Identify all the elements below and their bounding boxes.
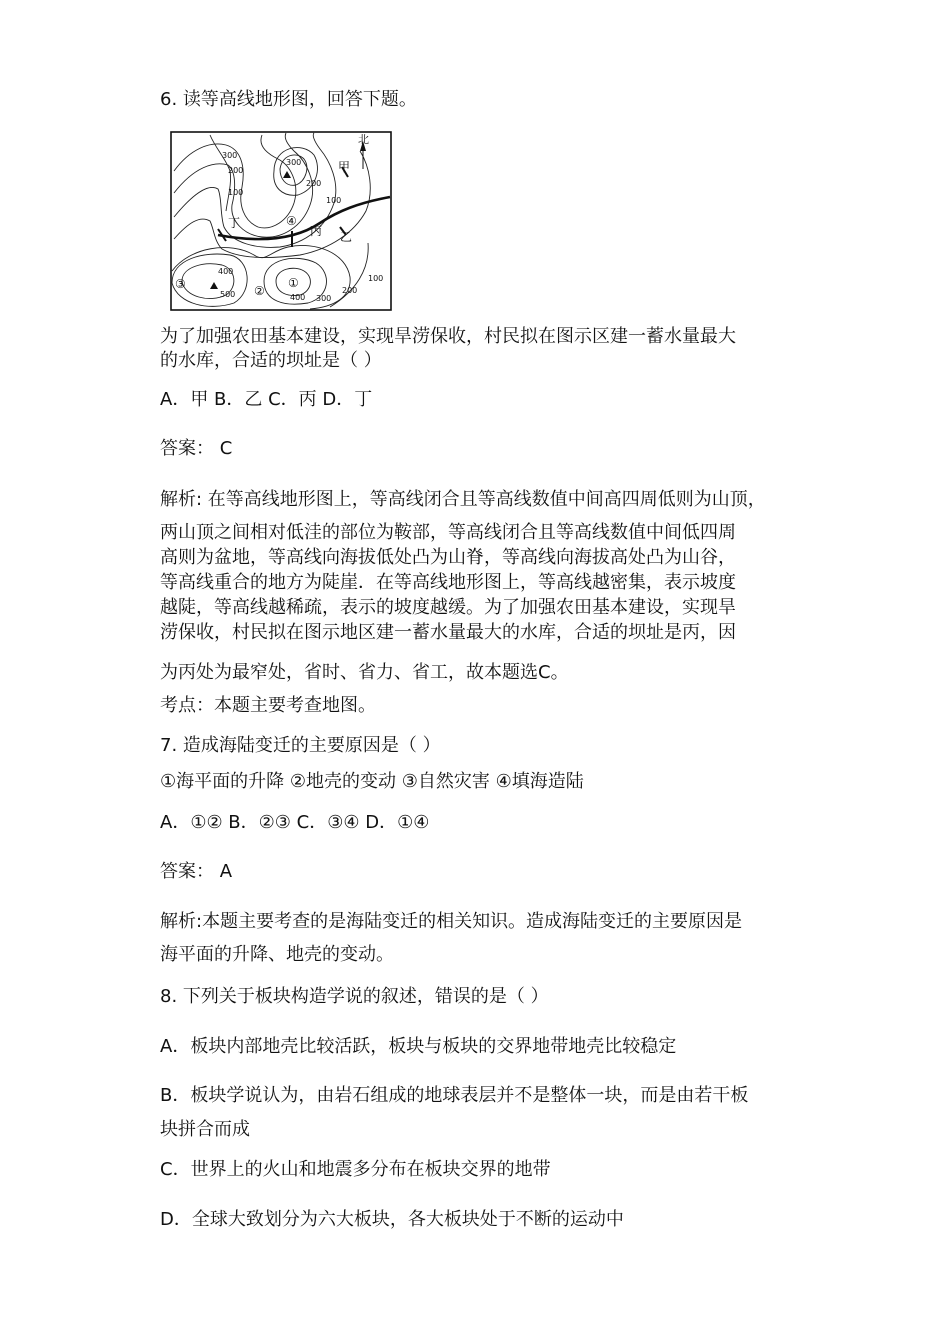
point-label-1: ① xyxy=(288,276,299,290)
point-label-4: ④ xyxy=(286,214,297,228)
q8-option-a: A．板块内部地壳比较活跃，板块与板块的交界地带地壳比较稳定 xyxy=(160,1036,677,1057)
elev-label: 200 xyxy=(228,166,244,175)
elev-label: 500 xyxy=(220,290,236,299)
elev-label: 300 xyxy=(222,151,238,160)
elev-label: 200 xyxy=(342,286,358,295)
q7-options: A．①② B．②③ C．③④ D．①④ xyxy=(160,812,430,833)
q6-kaodian: 考点：本题主要考查地图。 xyxy=(160,695,376,716)
q8-option-d: D．全球大致划分为六大板块，各大板块处于不断的运动中 xyxy=(160,1209,624,1230)
site-label-yi: 乙 xyxy=(340,230,353,244)
q6-analysis-line: 两山顶之间相对低洼的部位为鞍部，等高线闭合且等高线数值中间低四周 xyxy=(160,522,736,543)
q6-stem: 6. 读等高线地形图，回答下题。 xyxy=(160,89,417,110)
site-label-bing: 丙 xyxy=(310,224,323,238)
q6-analysis-line: 等高线重合的地方为陡崖．在等高线地形图上，等高线越密集，表示坡度 xyxy=(160,572,736,593)
q8-stem: 8. 下列关于板块构造学说的叙述，错误的是（ ） xyxy=(160,986,549,1007)
q6-analysis-line: 越陡，等高线越稀疏，表示的坡度越缓。为了加强农田基本建设，实现旱 xyxy=(160,597,736,618)
q7-items: ①海平面的升降 ②地壳的变动 ③自然灾害 ④填海造陆 xyxy=(160,771,584,792)
elev-label: 100 xyxy=(228,188,244,197)
q8-option-b-line2: 块拼合而成 xyxy=(160,1119,250,1140)
map-frame xyxy=(171,132,391,310)
point-label-2: ② xyxy=(254,284,265,298)
q8-option-b-line1: B．板块学说认为，由岩石组成的地球表层并不是整体一块，而是由若干板 xyxy=(160,1085,749,1106)
q7-analysis-line: 解析:本题主要考查的是海陆变迁的相关知识。造成海陆变迁的主要原因是 xyxy=(160,911,743,932)
q6-question-line1: 为了加强农田基本建设，实现旱涝保收，村民拟在图示区建一蓄水量最大 xyxy=(160,326,736,347)
elev-label: 300 xyxy=(316,294,332,303)
q6-analysis-line: 为丙处为最窄处，省时、省力、省工，故本题选C。 xyxy=(160,662,569,683)
q6-options: A．甲 B．乙 C．丙 D．丁 xyxy=(160,389,373,410)
q6-analysis-line: 高则为盆地，等高线向海拔低处凸为山脊，等高线向海拔高处凸为山谷， xyxy=(160,547,736,568)
contour-map xyxy=(170,131,392,311)
point-label-3: ③ xyxy=(175,277,186,291)
q6-question-line2: 的水库，合适的坝址是（ ） xyxy=(160,350,382,371)
site-label-ding: 丁 xyxy=(228,216,241,230)
q7-stem: 7. 造成海陆变迁的主要原因是（ ） xyxy=(160,735,441,756)
elev-label: 100 xyxy=(368,274,384,283)
q6-analysis-line: 涝保收，村民拟在图示地区建一蓄水量最大的水库，合适的坝址是丙，因 xyxy=(160,622,736,643)
elev-label: 200 xyxy=(306,179,322,188)
elev-label: 300 xyxy=(286,158,302,167)
elev-label: 400 xyxy=(218,267,234,276)
q8-option-c: C．世界上的火山和地震多分布在板块交界的地带 xyxy=(160,1159,551,1180)
north-label: 北 xyxy=(358,133,369,146)
q7-analysis-line: 海平面的升降、地壳的变动。 xyxy=(160,944,394,965)
q6-analysis-line: 解析: 在等高线地形图上，等高线闭合且等高线数值中间高四周低则为山顶， xyxy=(160,489,766,510)
q6-answer: 答案： C xyxy=(160,438,233,459)
elev-label: 100 xyxy=(326,196,342,205)
q7-answer: 答案： A xyxy=(160,861,233,882)
site-label-jia: 甲 xyxy=(338,160,351,174)
elev-label: 400 xyxy=(290,293,306,302)
